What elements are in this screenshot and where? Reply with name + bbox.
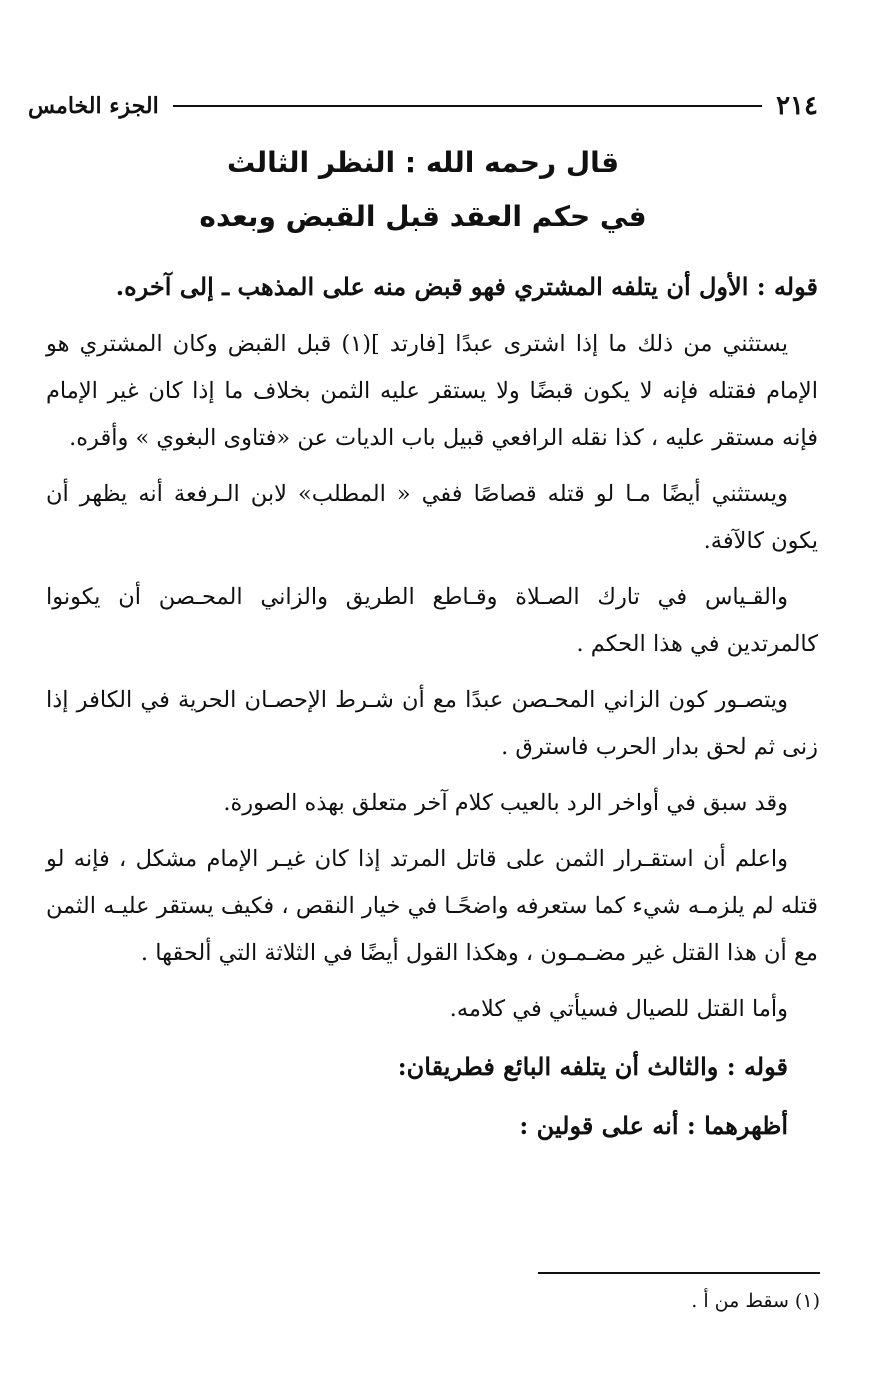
quoted-statement: قوله : الأول أن يتلفه المشتري فهو قبض منه على المذهب ـ إلى آخره. (115, 272, 818, 301)
paragraph: وأما القتل للصيال فسيأتي في كلامه. (449, 996, 788, 1022)
quoted-statement: قوله : والثالث أن يتلفه البائع فطريقان: (397, 1052, 788, 1081)
paragraph: ويتصـور كون الزاني المحـصن عبدًا مع أن شـرط الإحصـان الحرية في الكافر إذا زنى ثم لحق بدار الحرب فاسترق . (46, 687, 818, 760)
page-header (28, 86, 818, 126)
paragraph: وقد سبق في أواخر الرد بالعيب كلام آخر متعلق بهذه الصورة. (223, 790, 788, 816)
header-rule (173, 105, 762, 107)
main-text (46, 262, 818, 1151)
footnote: (١) سقط من أ . (691, 1290, 820, 1312)
running-title: الجزء الخامس (28, 93, 159, 119)
footnote-divider (538, 1272, 820, 1274)
quoted-statement: أظهرهما : أنه على قولين : (519, 1111, 788, 1140)
paragraph: والقـياس في تارك الصـلاة وقـاطع الطريق والزاني المحـصن أن يكونوا كالمرتدين في هذا الحكم . (46, 584, 818, 657)
page-number: ٢١٤ (776, 91, 818, 121)
paragraph: يستثني من ذلك ما إذا اشترى عبدًا [فارتد ](١) قبل القبض وكان المشتري هو الإمام فقتله فإنه لا يكون قبضًا ولا يستقر عليه الثمن بخلاف ما إذا كان غير الإمام فإنه مستقر عليه ، كذا نقله الرافعي قبيل باب الديات عن «فتاوى البغوي » وأقره. (46, 331, 818, 451)
paragraph: واعلم أن استقـرار الثمن على قاتل المرتد إذا كان غيـر الإمام مشكل ، فإنه لو قتله لم يلزمـه شيء كما ستعرفه واضحًـا في خيار النقص ، فكيف يستقر عليـه الثمن مع أن هذا القتل غير مضـمـون ، وهكذا القول أيضًا في الثلاثة التي ألحقها . (46, 846, 818, 966)
section-heading: قال رحمه الله : النظر الثالث (226, 146, 620, 179)
paragraph: ويستثني أيضًا مـا لو قتله قصاصًا ففي « المطلب» لابن الـرفعة أنه يظهر أن يكون كالآفة. (46, 481, 818, 554)
section-subheading: في حكم العقد قبل القبض وبعده (199, 200, 647, 233)
